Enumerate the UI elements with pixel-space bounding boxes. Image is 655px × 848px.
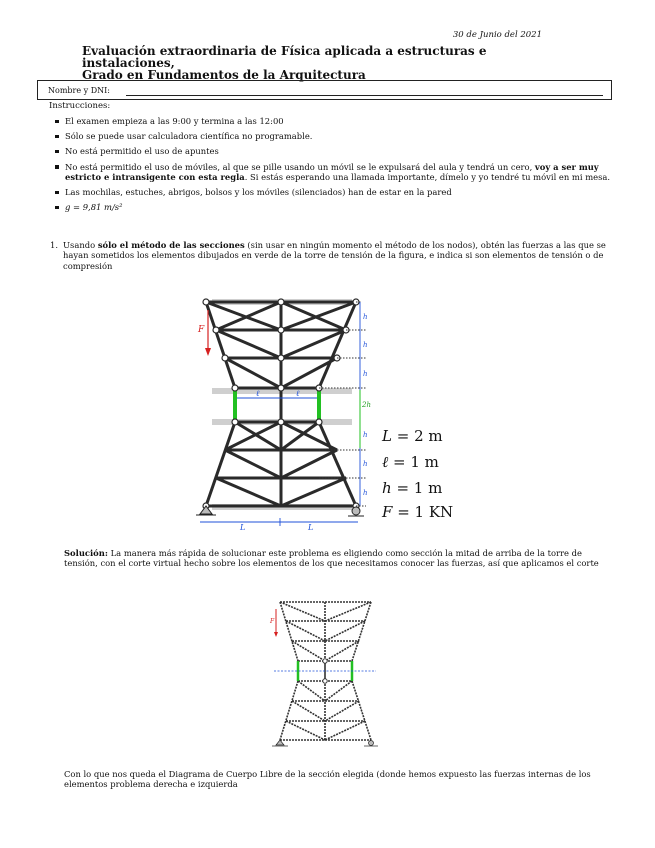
- instruction-item: [48, 162, 618, 182]
- question-number: 1.: [50, 240, 58, 250]
- exam-title-line2: Grado en Fundamentos de la Arquitectura: [82, 68, 366, 82]
- solution-label: Solución:: [64, 548, 108, 558]
- L-label: L: [308, 523, 314, 532]
- exam-date: 30 de Junio del 2021: [452, 30, 542, 40]
- variable-value: = 1 m: [393, 453, 439, 471]
- ell-label: ℓ: [256, 389, 260, 398]
- variable-value: = 1 KN: [397, 503, 454, 521]
- conclusion-paragraph: Con lo que nos queda el Diagrama de Cuerpo Libre de la sección elegida (donde hemos expuesto las fuerzas internas de los elementos problema derecha e izquierda: [64, 769, 591, 790]
- variable-symbol: ℓ: [382, 453, 389, 471]
- h-label: h: [363, 313, 368, 321]
- variable-h: [382, 479, 442, 497]
- h-label: h: [363, 370, 368, 378]
- variable-symbol: L: [382, 427, 392, 445]
- variable-value: = 2 m: [396, 427, 443, 445]
- name-dni-label: Nombre y DNI:: [48, 86, 110, 95]
- ell-label: ℓ: [296, 389, 300, 398]
- twoh-label: 2h: [362, 401, 371, 409]
- h-label: h: [363, 431, 368, 439]
- solution-paragraph: [64, 548, 616, 569]
- h-label: h: [363, 341, 368, 349]
- instruction-text: . Si estás esperando una llamada importante, dímelo y yo tendré tu móvil en mi mesa.: [244, 171, 611, 182]
- tower-figure: [190, 292, 380, 532]
- variable-symbol: F: [382, 503, 393, 521]
- exam-title-line1: Evaluación extraordinaria de Física aplicada a estructuras e instalaciones,: [82, 44, 487, 70]
- instruction-item: No está permitido el uso de apuntes: [48, 146, 618, 156]
- h-label: h: [363, 489, 368, 497]
- h-label: h: [363, 460, 368, 468]
- instruction-item: El examen empieza a las 9:00 y termina a las 12:00: [48, 116, 618, 126]
- instructions-heading: Instrucciones:: [49, 101, 111, 111]
- question-text-pre: Usando: [63, 240, 98, 250]
- instruction-bold: voy a ser muy estricto e intransigente con esta regla: [65, 161, 599, 182]
- instruction-text: No está permitido el uso de móviles, al que se pille usando un móvil se le expulsará del aula y tendrá un cero,: [65, 161, 535, 172]
- variable-ell: [382, 453, 439, 472]
- instruction-item: Las mochilas, estuches, abrigos, bolsos y los móviles (silenciados) han de estar en la pared: [48, 187, 618, 197]
- solution-text: La manera más rápida de solucionar este problema es eligiendo como sección la mitad de arriba de la torre de tensión, con el corte virtual hecho sobre los elementos de los que necesitamos conocer las fuerzas, así que aplicamos el corte: [64, 548, 599, 569]
- small-force-label: F: [270, 618, 275, 625]
- instructions-list: [48, 116, 618, 217]
- variable-value: = 1 m: [396, 479, 443, 497]
- section-cut-figure: [268, 597, 380, 749]
- L-label: L: [240, 523, 246, 532]
- variable-L: [382, 427, 443, 445]
- variable-symbol: h: [382, 479, 392, 497]
- question-text-bold: sólo el método de las secciones: [97, 240, 245, 250]
- name-dni-line[interactable]: [126, 95, 603, 96]
- roller-support-right: [352, 507, 360, 515]
- instruction-item: Sólo se puede usar calculadora científica no programable.: [48, 131, 618, 141]
- variable-F: [382, 503, 453, 521]
- exam-title: [82, 45, 582, 81]
- question-text: [63, 240, 616, 271]
- force-label: F: [198, 325, 205, 335]
- question-text-post: (sin usar en ningún momento el método de los nodos), obtén las fuerzas a las que se hayan sometidos los elementos dibujados en verde de la torre de tensión de la figura, e indica si son elementos de tensión o de compresión: [63, 240, 606, 271]
- instruction-item: g = 9,81 m/s²: [48, 202, 618, 212]
- name-dni-box: [37, 80, 612, 100]
